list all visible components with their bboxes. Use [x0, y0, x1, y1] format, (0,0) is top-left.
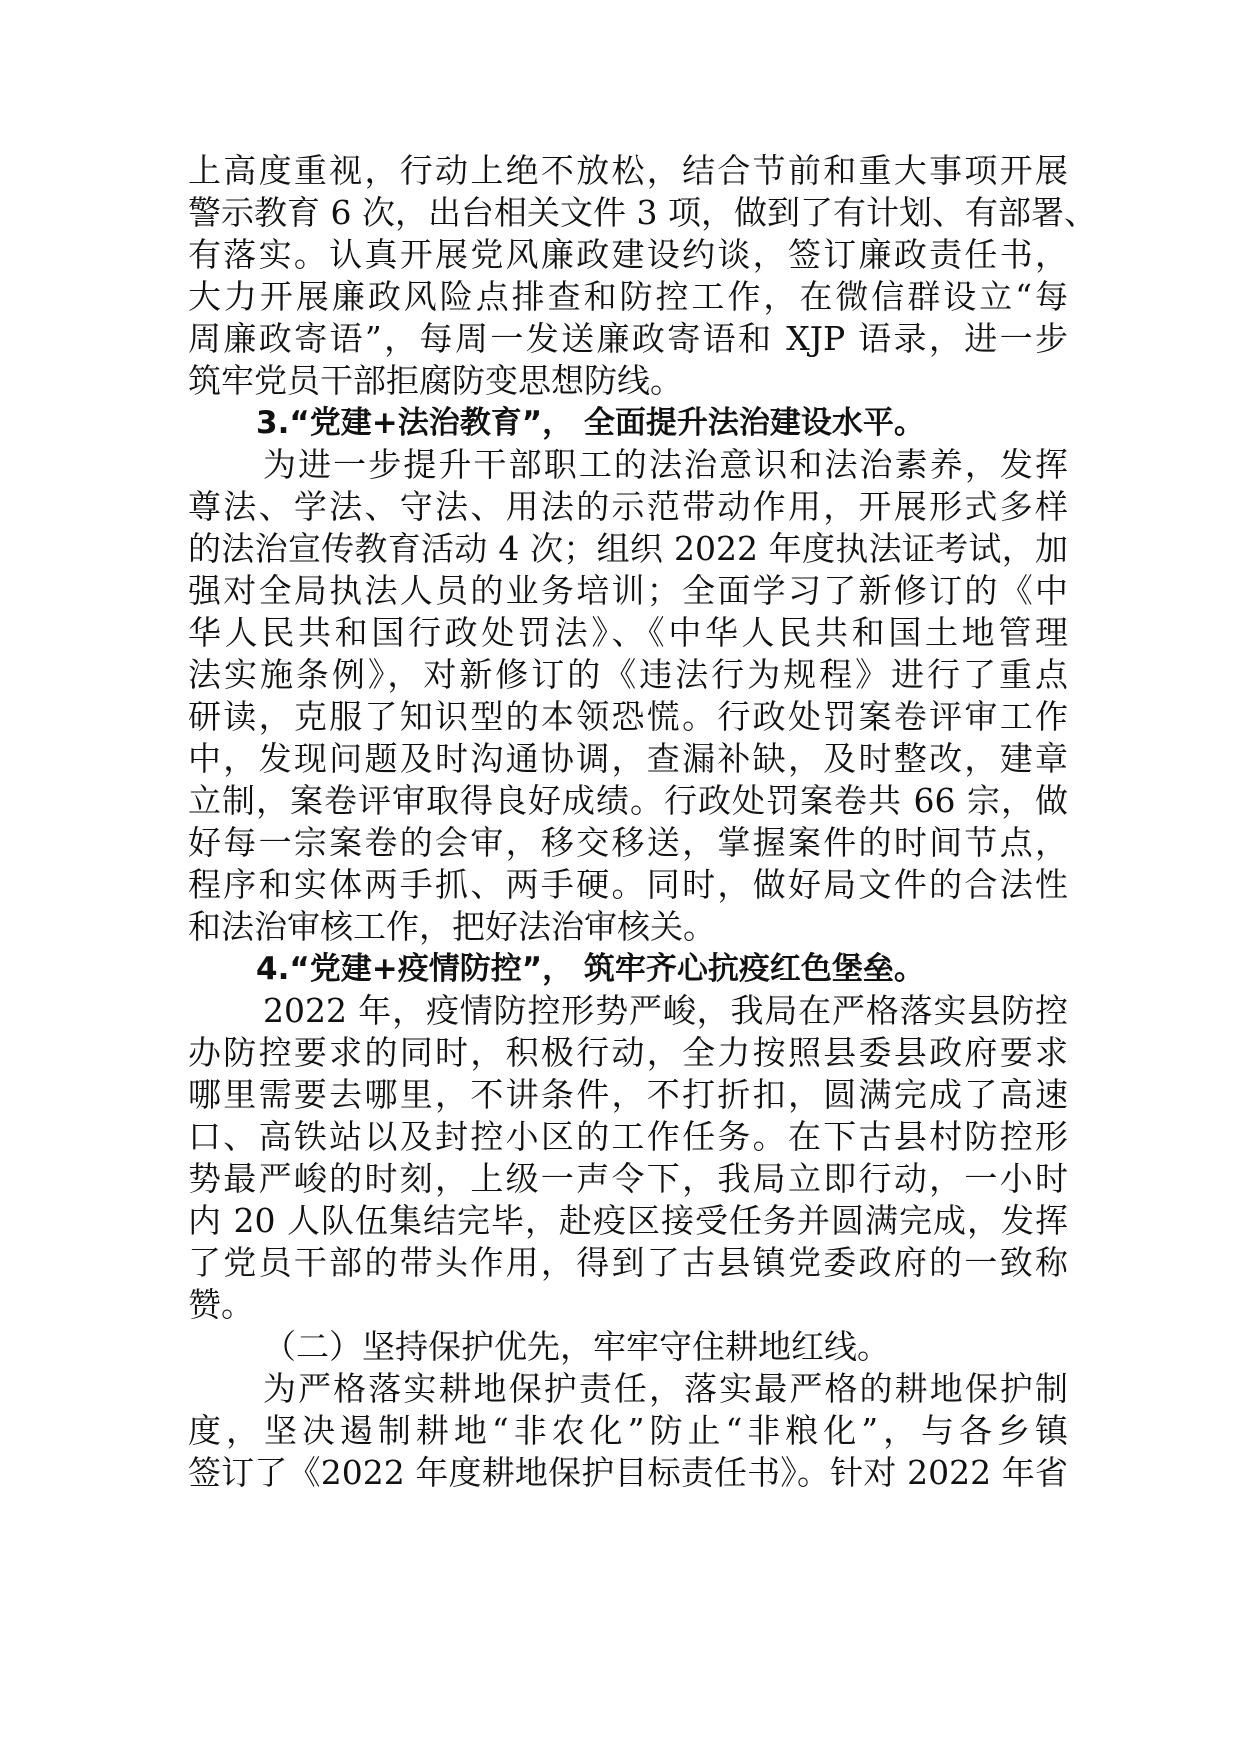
text-line: 尊法、学法、守法、用法的示范带动作用，开展形式多样 [188, 487, 1068, 526]
paragraph-intro [188, 150, 1097, 402]
text-line: 大力开展廉政风险点排查和防控工作，在微信群设立“每 [188, 277, 1068, 316]
text-line: 2022 年，疫情防控形势严峻，我局在严格落实县防控 [263, 991, 1068, 1030]
text-line: 筑牢党员干部拒腐防变思想防线。 [188, 361, 683, 400]
paragraph-epidemic-control [188, 990, 1068, 1326]
text-line: 哪里需要去哪里，不讲条件，不打折扣，圆满完成了高速 [188, 1075, 1068, 1114]
text-line: 内 20 人队伍集结完毕，赴疫区接受任务并圆满完成，发挥 [188, 1201, 1068, 1240]
text-line: 度，坚决遏制耕地“非农化”防止“非粮化”，与各乡镇 [188, 1411, 1068, 1450]
text-line: 的法治宣传教育活动 4 次；组织 2022 年度执法证考试，加 [188, 529, 1068, 568]
text-line: 强对全局执法人员的业务培训；全面学习了新修订的《中 [188, 571, 1068, 610]
section-heading-3: 3.“党建+法治教育”， 全面提升法治建设水平。 [256, 405, 925, 441]
text-line: 和法治审核工作，把好法治审核关。 [188, 907, 716, 946]
paragraph-rule-of-law [188, 444, 1068, 948]
text-line: 签订了《2022 年度耕地保护目标责任书》。针对 2022 年省 [188, 1453, 1068, 1492]
text-line: 有落实。认真开展党风廉政建设约谈，签订廉政责任书， [188, 235, 1068, 274]
text-line: 为进一步提升干部职工的法治意识和法治素养，发挥 [263, 445, 1068, 484]
document-body [188, 150, 1097, 1494]
text-line: 程序和实体两手抓、两手硬。同时，做好局文件的合法性 [188, 865, 1068, 904]
text-line: 口、高铁站以及封控小区的工作任务。在下古县村防控形 [188, 1117, 1068, 1156]
paragraph-farmland-protection [188, 1368, 1068, 1494]
text-line: 了党员干部的带头作用，得到了古县镇党委政府的一致称 [188, 1243, 1068, 1282]
text-line: 华人民共和国行政处罚法》、《中华人民共和国土地管理 [188, 613, 1068, 652]
text-line: 势最严峻的时刻，上级一声令下，我局立即行动，一小时 [188, 1159, 1068, 1198]
text-line: 法实施条例》，对新修订的《违法行为规程》进行了重点 [188, 655, 1068, 694]
text-line: 研读，克服了知识型的本领恐慌。行政处罚案卷评审工作 [188, 697, 1068, 736]
text-line: 为严格落实耕地保护责任，落实最严格的耕地保护制 [263, 1369, 1068, 1408]
text-line: 好每一宗案卷的会审，移交移送，掌握案件的时间节点， [188, 823, 1068, 862]
section-heading-2: （二）坚持保护优先，牢牢守住耕地红线。 [263, 1327, 890, 1366]
text-line: 上高度重视，行动上绝不放松，结合节前和重大事项开展 [188, 151, 1068, 190]
text-line: 赞。 [188, 1285, 254, 1324]
text-line: 办防控要求的同时，积极行动，全力按照县委县政府要求 [188, 1033, 1068, 1072]
text-line: 立制，案卷评审取得良好成绩。行政处罚案卷共 66 宗，做 [188, 781, 1068, 820]
text-line: 中，发现问题及时沟通协调，查漏补缺，及时整改，建章 [188, 739, 1068, 778]
text-line: 警示教育 6 次，出台相关文件 3 项，做到了有计划、有部署、 [188, 193, 1097, 232]
section-heading-4: 4.“党建+疫情防控”， 筑牢齐心抗疫红色堡垒。 [256, 951, 925, 987]
text-line: 周廉政寄语”，每周一发送廉政寄语和 XJP 语录，进一步 [188, 319, 1068, 358]
